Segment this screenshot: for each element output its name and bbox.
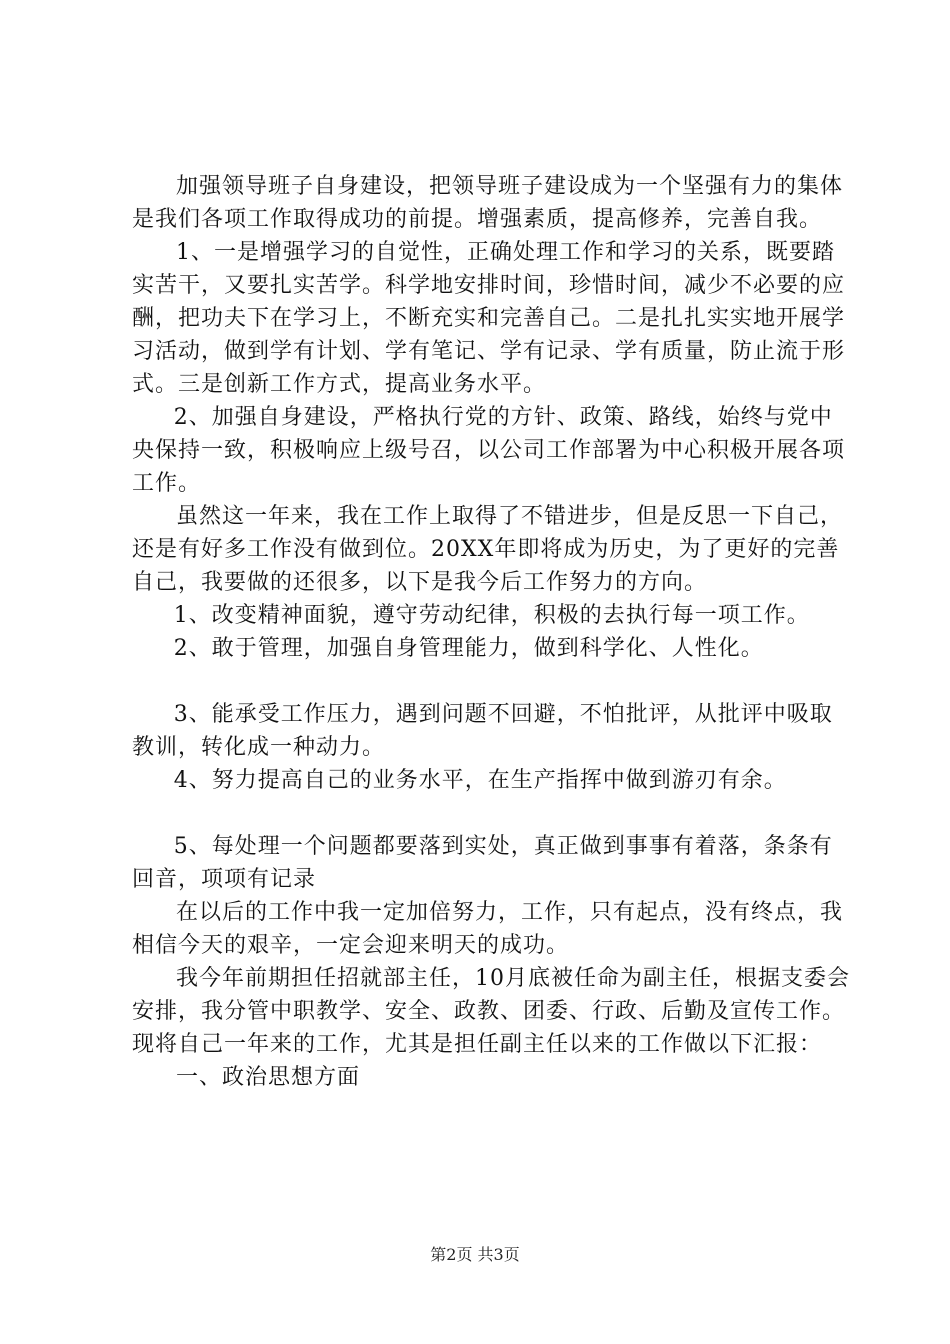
paragraph-item-2-self-building: 2、加强自身建设，严格执行党的方针、政策、路线，始终与党中央保持一致，积极响应上级号召，以公司工作部署为中心积极开展各项工作。	[132, 405, 846, 496]
paragraph-goal-5: 5、每处理一个问题都要落到实处，真正做到事事有着落，条条有回音，项项有记录	[132, 834, 833, 892]
paragraph-report-intro: 我今年前期担任招就部主任，10月底被任命为副主任，根据支委会安排，我分管中职教学、安全、政教、团委、行政、后勤及宣传工作。现将自己一年来的工作，尤其是担任副主任以来的工作做以下汇报：	[132, 966, 850, 1057]
paragraph-commitment: 在以后的工作中我一定加倍努力，工作，只有起点，没有终点，我相信今天的艰辛，一定会迎来明天的成功。	[132, 900, 844, 958]
section-heading-political: 一、政治思想方面	[176, 1065, 361, 1090]
page-footer: 第2页 共3页	[430, 1245, 520, 1264]
paragraph-goal-4: 4、努力提高自己的业务水平，在生产指挥中做到游刃有余。	[173, 768, 787, 793]
paragraph-spacer	[132, 797, 852, 830]
paragraph-item-1-study: 1、一是增强学习的自觉性，正确处理工作和学习的关系，既要踏实苦干，又要扎实苦学。科学地安排时间，珍惜时间，减少不必要的应酬，把功夫下在学习上，不断充实和完善自己。二是扎扎实实地开展学习活动，做到学有计划、学有笔记、学有记录、学有质量，防止流于形式。三是创新工作方式，提高业务水平。	[132, 240, 846, 397]
paragraph-goal-2: 2、敢于管理，加强自身管理能力，做到科学化、人性化。	[173, 636, 764, 661]
paragraph-goal-1: 1、改变精神面貌，遵守劳动纪律，积极的去执行每一项工作。	[173, 603, 810, 628]
paragraph-reflection: 虽然这一年来，我在工作上取得了不错进步，但是反思一下自己，还是有好多工作没有做到位。20XX年即将成为历史，为了更好的完善自己，我要做的还很多，以下是我今后工作努力的方向。	[132, 504, 844, 595]
paragraph-spacer	[132, 665, 852, 698]
paragraph-intro: 加强领导班子自身建设，把领导班子建设成为一个坚强有力的集体是我们各项工作取得成功的前提。增强素质，提高修养，完善自我。	[132, 174, 844, 232]
paragraph-goal-3: 3、能承受工作压力，遇到问题不回避，不怕批评，从批评中吸取教训，转化成一种动力。	[132, 702, 833, 760]
document-body	[132, 170, 852, 1094]
